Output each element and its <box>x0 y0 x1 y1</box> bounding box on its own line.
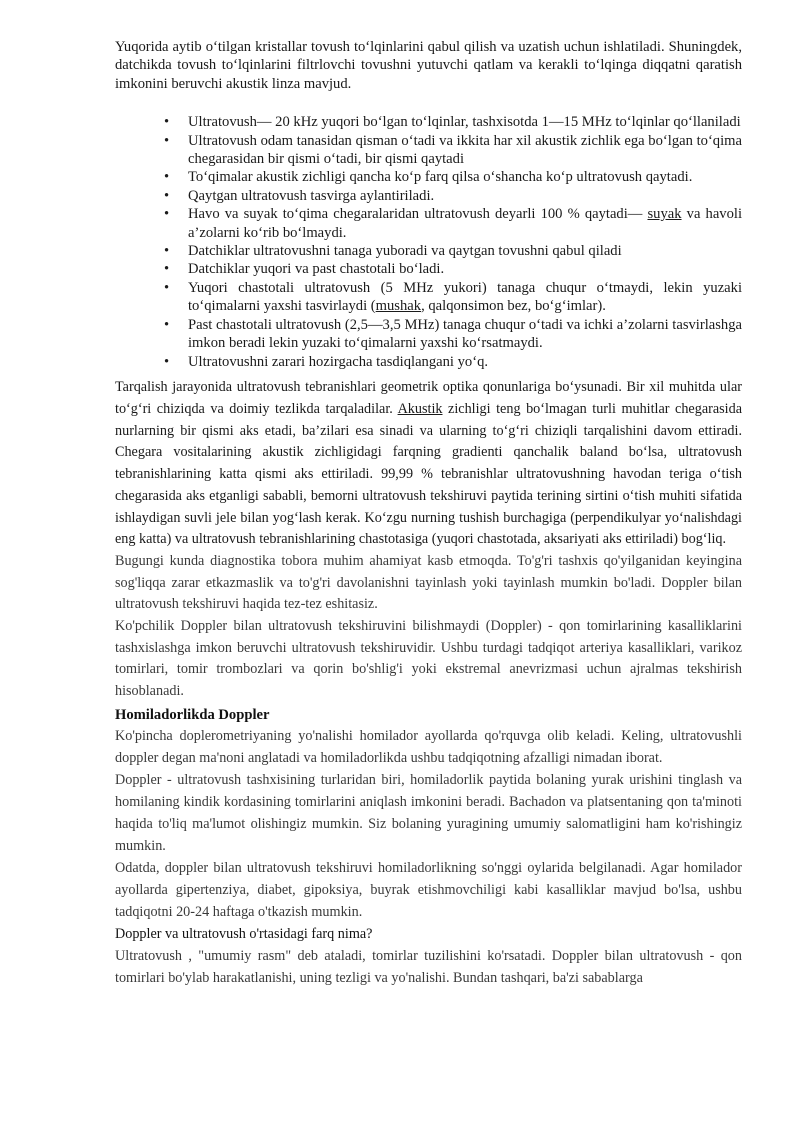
list-item <box>188 279 742 316</box>
question-line: Doppler va ultratovush o'rtasidagi farq nima? <box>115 926 373 943</box>
doppler-paragraph: Ko'pchilik Doppler bilan ultratovush tekshiruvini bilishmaydi (Doppler) - qon tomirlarining kasalliklarini tashxislashga imkon beruvchi ultratovush tekshiruvidir. Ushbu turdagi tadqiqot arteriya kasalliklari, varikoz tomirlari, tomir trombozlari va qorin bo'shlig'i yoki ekstremal anevrizmasi uchun ajralmas tekshirish hisoblanadi. <box>115 618 742 699</box>
document-body <box>115 38 742 989</box>
link-akustik[interactable]: Akustik <box>397 400 443 417</box>
list-item-text: Havo va suyak to‘qima chegaralaridan ultratovush deyarli 100 % qaytadi— <box>188 206 648 223</box>
list-item: • Ultratovush odam tanasidan qisman o‘tadi va ikkita har xil akustik zichlik ega bo‘lgan to‘qima chegarasidan bir qismi o‘tadi, bir qismi qaytadi <box>188 132 742 169</box>
intro-paragraph: Yuqorida aytib o‘tilgan kristallar tovush to‘lqinlarini qabul qilish va uzatish uchun ishlatiladi. Shuningdek, datchikda tovush to‘lqinlarini filtrlovchi tovushni yutuvchi qatlam va kerakli to‘lqinga diqqatni qaratish imkonini beruvchi akustik linza mavjud. <box>115 39 742 92</box>
pregnancy-paragraph: Doppler - ultratovush tashxisining turlaridan biri, homiladorlik paytida bolaning yurak urishini tinglash va homilaning kindik kordasining tomirlarini aniqlash imkonini beradi. Bachadon va platsentaning qon ta'minoti haqida to'liq ma'lumot olishingiz mumkin. Siz bolaning yuragining umumiy salomatligini ham ko'rishingiz mumkin. <box>115 772 742 855</box>
list-item: • Past chastotali ultratovush (2,5—3,5 MHz) tanaga chuqur o‘tadi va ichki a’zolarni tasvirlashga imkon beradi lekin yuzaki to‘qimalarni yaxshi ko‘rsatmaydi. <box>188 316 742 353</box>
paragraph-text: zichligi teng bo‘lmagan turli muhitlar chegarasida nurlarning bir qismi aks etadi, ba’zilari esa sinadi va ularning to‘g‘ri chiziqli tarqalishini davom ettiradi. Chegara vositalarining akustik zichligidagi farqning gradienti qanchalik baland bo‘lsa, ultratovush tebranishlarining katta qismi aks ettiriladi. 99,99 % tebranishlar ultratovushning havodan teriga o‘tish chegarasida aks etganligi sababli, bemorni ultratovush tekshiruvi paytida terining sirtini o‘tish muhiti sifatida ishlaydigan suvli jele bilan yog‘lash kerak. Ko‘zgu nurning tushish burchagiga (perpendikulyar yo‘nalishdagi eng katta) va ultratovush tebranishlarining chastotasiga (yuqori chastotada, aksariyati aks ettiriladi) bog‘liq. <box>115 400 742 548</box>
pregnancy-paragraph: Odatda, doppler bilan ultratovush tekshiruvi homiladorlikning so'nggi oylarida belgilanadi. Agar homilador ayollarda gipertenziya, diabet, gipoksiya, buyrak etishmovchiligi kabi kasalliklar mavjud bo'lsa, ushbu tadqiqotni 20-24 haftaga o'tkazish mumkin. <box>115 860 742 921</box>
link-mushak[interactable]: mushak <box>375 298 422 315</box>
propagation-paragraph <box>115 377 742 551</box>
doppler-intro-section <box>115 551 742 702</box>
list-item: • Ultratovushni zarari hozirgacha tasdiqlangani yo‘q. <box>188 353 742 371</box>
list-item: • Qaytgan ultratovush tasvirga aylantiriladi. <box>188 187 742 205</box>
paragraph-text: Tarqalish jarayonida ultratovush tebranishlari geometrik optika qonunlariga bo‘ysunadi. Bir xil muhitda ular to‘g‘ri chiziqda va doimiy tezlikda tarqaladilar. <box>115 378 742 417</box>
doppler-paragraph: Bugungi kunda diagnostika tobora muhim ahamiyat kasb etmoqda. To'g'ri tashxis qo'yilganidan keyingina sog'liqqa zarar etkazmaslik va to'g'ri davolanishni tayinlash yoki tayinlash mumkin bo'ladi. Doppler bilan ultratovush tekshiruvi haqida tez-tez eshitasiz. <box>115 553 742 613</box>
section-heading: Homiladorlikda Doppler <box>115 707 270 724</box>
list-item-text: , qalqonsimon bez, bo‘g‘imlar). <box>421 298 606 315</box>
propagation-section <box>115 377 742 551</box>
list-item: • Ultratovush— 20 kHz yuqori bo‘lgan to‘lqinlar, tashxisotda 1—15 MHz to‘lqinlar qo‘llaniladi <box>188 113 742 131</box>
list-item: • Datchiklar ultratovushni tanaga yuboradi va qaytgan tovushni qabul qiladi <box>188 242 742 260</box>
list-item <box>188 205 742 242</box>
list-item-text: Yuqori chastotali ultratovush (5 MHz yukori) tanaga chuqur o‘tmaydi, lekin yuzaki to‘qimalarni yaxshi tasvirlaydi ( <box>188 279 742 315</box>
list-item: • To‘qimalar akustik zichligi qancha ko‘p farq qilsa o‘shancha ko‘p ultratovush qaytadi. <box>188 168 742 186</box>
list-item: • Datchiklar yuqori va past chastotali bo‘ladi. <box>188 260 742 278</box>
ultrasound-facts-list <box>115 113 742 371</box>
pregnancy-paragraph: Ko'pincha doplerometriyaning yo'nalishi homilador ayollarda qo'rquvga olib keladi. Keling, ultratovushli doppler degan ma'noni anglatadi va homiladorlikda ushbu tadqiqotning afzalligi nimadan iborat. <box>115 728 742 767</box>
final-paragraph: Ultratovush , "umumiy rasm" deb ataladi, tomirlar tuzilishini ko'rsatadi. Doppler bilan ultratovush - qon tomirlari bo'ylab harakatlanishi, uning tezligi va yo'nalishi. Bundan tashqari, ba'zi sabablarga <box>115 948 742 987</box>
list-item-text: va havoli a’zolarni ko‘rib bo‘lmaydi. <box>188 206 742 241</box>
pregnancy-section <box>115 725 742 989</box>
link-suyak[interactable]: suyak <box>647 206 682 223</box>
